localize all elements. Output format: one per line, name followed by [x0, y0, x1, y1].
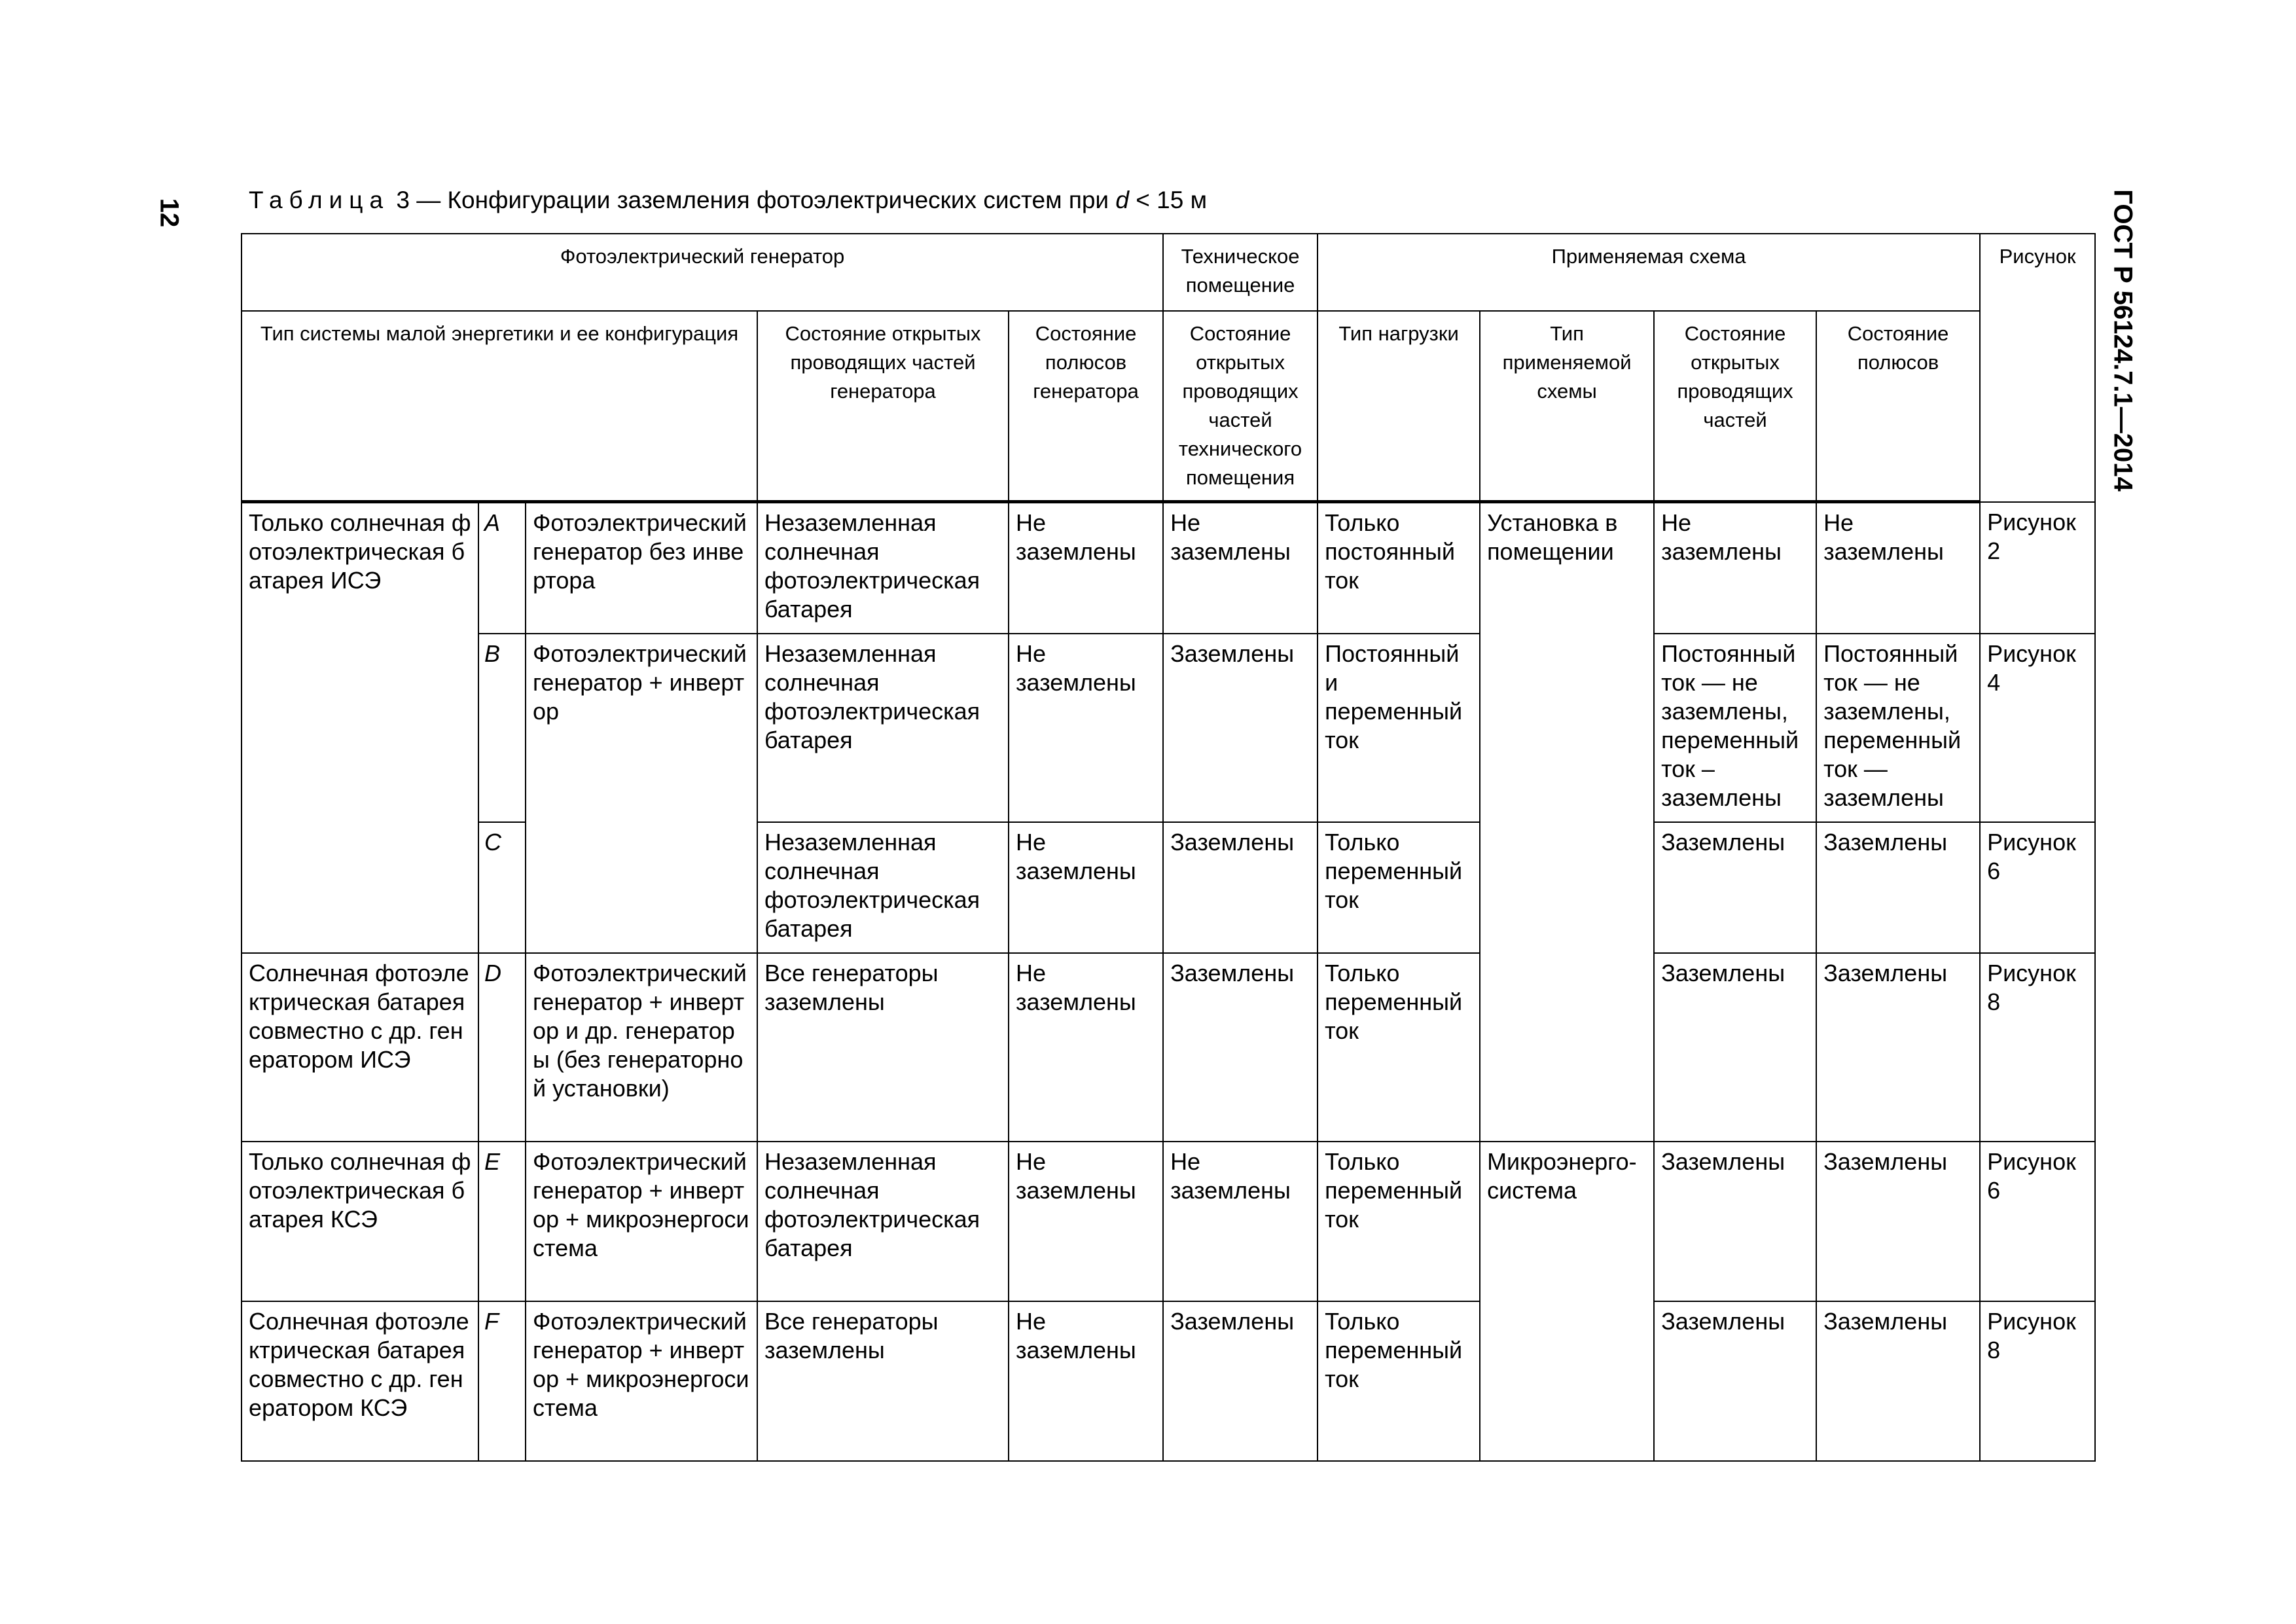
cell-gen-parts: Все генераторы заземлены	[757, 953, 1009, 1142]
cell-load: Только постоянный ток	[1318, 502, 1480, 634]
cell-scheme-poles: Постоянный ток — не заземлены, переменный ток — заземлены	[1816, 634, 1980, 822]
cell-scheme: Установка в помещении	[1480, 502, 1654, 1142]
cell-load: Постоянный и переменный ток	[1318, 634, 1480, 822]
cell-room-parts: Заземлены	[1163, 634, 1318, 822]
standard-code: ГОСТ Р 56124.7.1—2014	[2108, 189, 2138, 492]
page-number: 12	[154, 198, 184, 228]
cell-config: Фотоэлектрический генератор + инвертор и др. генераторы (без генераторной установки)	[526, 953, 757, 1142]
cell-config: Фотоэлектрический генератор без инвертора	[526, 502, 757, 634]
header-room-parts: Состояние открытых проводящих частей технического помещения	[1163, 311, 1318, 502]
cell-figure: Рисунок 6	[1980, 1142, 2095, 1301]
cell-system: Только солнечная фотоэлектрическая батарея КСЭ	[242, 1142, 478, 1301]
header-tech-room: Техническое помещение	[1163, 234, 1318, 311]
cell-system: Только солнечная фотоэлектрическая батарея ИСЭ	[242, 502, 478, 954]
header-gen-parts: Состояние открытых проводящих частей генератора	[757, 311, 1009, 502]
cell-figure: Рисунок 4	[1980, 634, 2095, 822]
header-system-type: Тип системы малой энергетики и ее конфигурация	[242, 311, 757, 502]
cell-gen-parts: Незаземленная солнечная фотоэлектрическая батарея	[757, 1142, 1009, 1301]
header-figure: Рисунок	[1980, 234, 2095, 502]
cell-scheme-parts: Заземлены	[1654, 953, 1816, 1142]
table-caption	[249, 187, 1207, 214]
cell-gen-parts: Незаземленная солнечная фотоэлектрическая батарея	[757, 502, 1009, 634]
cell-scheme-poles: Заземлены	[1816, 1142, 1980, 1301]
header-scheme-type: Тип применяемой схемы	[1480, 311, 1654, 502]
caption-title: 3 — Конфигурации заземления фотоэлектрических систем при	[396, 187, 1109, 213]
cell-gen-parts: Незаземленная солнечная фотоэлектрическая батарея	[757, 822, 1009, 953]
cell-gen-poles: Не заземлены	[1009, 953, 1163, 1142]
header-row-2	[242, 311, 2095, 502]
cell-figure: Рисунок 2	[1980, 502, 2095, 634]
cell-room-parts: Заземлены	[1163, 1301, 1318, 1461]
cell-gen-poles: Не заземлены	[1009, 1301, 1163, 1461]
cell-load: Только переменный ток	[1318, 1301, 1480, 1461]
cell-scheme-parts: Заземлены	[1654, 1142, 1816, 1301]
header-load-type: Тип нагрузки	[1318, 311, 1480, 502]
cell-room-parts: Заземлены	[1163, 822, 1318, 953]
header-gen-poles: Состояние полюсов генератора	[1009, 311, 1163, 502]
cell-system: Солнечная фотоэлектрическая батарея совместно с др. генератором ИСЭ	[242, 953, 478, 1142]
cell-scheme-parts: Заземлены	[1654, 1301, 1816, 1461]
cell-load: Только переменный ток	[1318, 1142, 1480, 1301]
cell-scheme-poles: Заземлены	[1816, 822, 1980, 953]
table-row-b	[242, 634, 2095, 822]
table-row-a	[242, 502, 2095, 634]
header-scheme-parts: Состояние открытых проводящих частей	[1654, 311, 1816, 502]
caption-condition: < 15 м	[1136, 187, 1208, 213]
cell-scheme-poles: Не заземлены	[1816, 502, 1980, 634]
table-row-d	[242, 953, 2095, 1142]
cell-load: Только переменный ток	[1318, 822, 1480, 953]
cell-figure: Рисунок 8	[1980, 1301, 2095, 1461]
cell-room-parts: Не заземлены	[1163, 502, 1318, 634]
cell-scheme-poles: Заземлены	[1816, 1301, 1980, 1461]
caption-variable: d	[1115, 187, 1129, 213]
cell-gen-poles: Не заземлены	[1009, 502, 1163, 634]
table-row-f	[242, 1301, 2095, 1461]
cell-config: Фотоэлектрический генератор + инвертор + микроэнергосистема	[526, 1142, 757, 1301]
cell-scheme-parts: Не заземлены	[1654, 502, 1816, 634]
cell-gen-parts: Незаземленная солнечная фотоэлектрическая батарея	[757, 634, 1009, 822]
cell-load: Только переменный ток	[1318, 953, 1480, 1142]
cell-scheme: Микроэнерго-система	[1480, 1142, 1654, 1461]
cell-scheme-parts: Постоянный ток — не заземлены, переменный ток – заземлены	[1654, 634, 1816, 822]
cell-letter: F	[478, 1301, 526, 1461]
header-scheme-poles: Состояние полюсов	[1816, 311, 1980, 502]
caption-label: Таблица	[249, 187, 390, 213]
cell-letter: C	[478, 822, 526, 953]
cell-config: Фотоэлектрический генератор + инвертор + микроэнергосистема	[526, 1301, 757, 1461]
cell-config: Фотоэлектрический генератор + инвертор	[526, 634, 757, 953]
cell-gen-parts: Все генераторы заземлены	[757, 1301, 1009, 1461]
cell-gen-poles: Не заземлены	[1009, 822, 1163, 953]
header-generator: Фотоэлектрический генератор	[242, 234, 1163, 311]
header-row-1	[242, 234, 2095, 311]
cell-letter: B	[478, 634, 526, 822]
cell-figure: Рисунок 6	[1980, 822, 2095, 953]
cell-gen-poles: Не заземлены	[1009, 634, 1163, 822]
cell-letter: E	[478, 1142, 526, 1301]
cell-figure: Рисунок 8	[1980, 953, 2095, 1142]
header-scheme: Применяемая схема	[1318, 234, 1980, 311]
grounding-config-table	[241, 233, 2096, 1462]
cell-gen-poles: Не заземлены	[1009, 1142, 1163, 1301]
table-row-c	[242, 822, 2095, 953]
table-row-e	[242, 1142, 2095, 1301]
cell-room-parts: Не заземлены	[1163, 1142, 1318, 1301]
cell-letter: D	[478, 953, 526, 1142]
cell-scheme-poles: Заземлены	[1816, 953, 1980, 1142]
cell-system: Солнечная фотоэлектрическая батарея совместно с др. генератором КСЭ	[242, 1301, 478, 1461]
cell-room-parts: Заземлены	[1163, 953, 1318, 1142]
cell-letter: A	[478, 502, 526, 634]
cell-scheme-parts: Заземлены	[1654, 822, 1816, 953]
